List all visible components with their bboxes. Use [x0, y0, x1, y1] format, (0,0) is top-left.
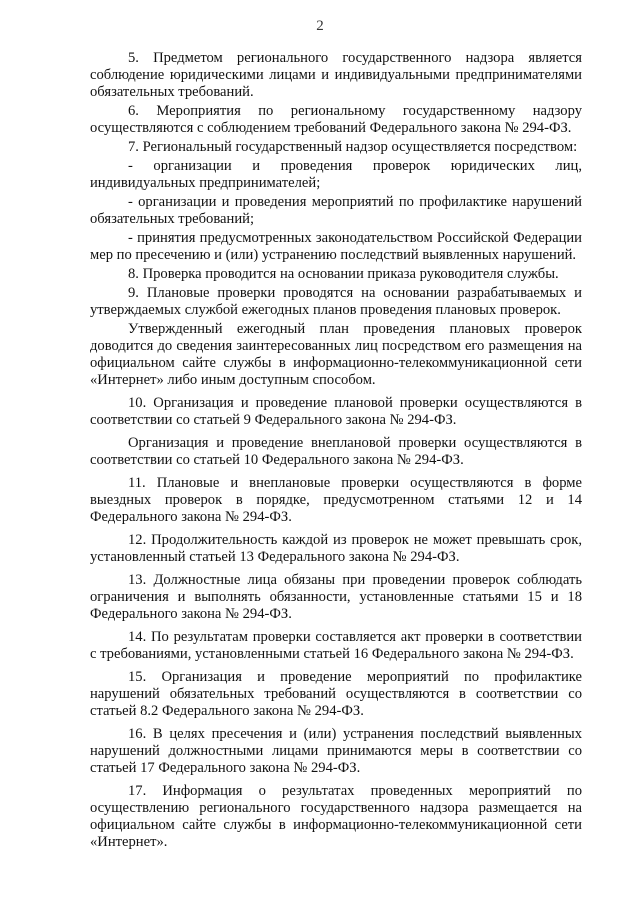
list-item-measures: - принятия предусмотренных законодательством Российской Федерации мер по пресечению и (или) устранению последствий выявленных нарушений. [90, 230, 582, 263]
paragraph-10: 10. Организация и проведение плановой проверки осуществляются в соответствии со статьей 9 Федерального закона № 294-ФЗ. [90, 395, 582, 428]
paragraph-6: 6. Мероприятия по региональному государственному надзору осуществляются с соблюдением требований Федерального закона № 294-ФЗ. [90, 103, 582, 136]
paragraph-5: 5. Предметом регионального государственного надзора является соблюдение юридическими лицами и индивидуальными предпринимателями обязательных требований. [90, 50, 582, 100]
document-body [90, 50, 582, 853]
paragraph-12: 12. Продолжительность каждой из проверок не может превышать срок, установленный статьей 13 Федерального закона № 294-ФЗ. [90, 532, 582, 565]
paragraph-14: 14. По результатам проверки составляется акт проверки в соответствии с требованиями, установленными статьей 16 Федерального закона № 294-ФЗ. [90, 629, 582, 662]
paragraph-11: 11. Плановые и внеплановые проверки осуществляются в форме выездных проверок в порядке, предусмотренном статьями 12 и 14 Федерального закона № 294-ФЗ. [90, 475, 582, 525]
paragraph-13: 13. Должностные лица обязаны при проведении проверок соблюдать ограничения и выполнять обязанности, установленные статьями 15 и 18 Федерального закона № 294-ФЗ. [90, 572, 582, 622]
paragraph-10-unplanned: Организация и проведение внеплановой проверки осуществляются в соответствии со статьей 10 Федерального закона № 294-ФЗ. [90, 435, 582, 468]
paragraph-9-plan: Утвержденный ежегодный план проведения плановых проверок доводится до сведения заинтересованных лиц посредством его размещения на официальном сайте службы в информационно-телекоммуникационной сети «Интернет» либо иным доступным способом. [90, 321, 582, 388]
paragraph-7: 7. Региональный государственный надзор осуществляется посредством: [128, 139, 578, 155]
paragraph-17: 17. Информация о результатах проведенных мероприятий по осуществлению регионального государственного надзора размещается на официальном сайте службы в информационно-телекоммуникационной сети «Интернет». [90, 783, 582, 850]
list-item-prevention: - организации и проведения мероприятий по профилактике нарушений обязательных требований; [90, 194, 582, 227]
paragraph-8: 8. Проверка проводится на основании приказа руководителя службы. [128, 266, 559, 282]
page-number: 2 [316, 18, 324, 34]
list-item-inspections: - организации и проведения проверок юридических лиц, индивидуальных предпринимателей; [90, 158, 582, 191]
paragraph-9: 9. Плановые проверки проводятся на основании разрабатываемых и утверждаемых службой ежегодных планов проведения плановых проверок. [90, 285, 582, 318]
paragraph-15: 15. Организация и проведение мероприятий по профилактике нарушений обязательных требований осуществляются в соответствии со статьей 8.2 Федерального закона № 294-ФЗ. [90, 669, 582, 719]
paragraph-16: 16. В целях пресечения и (или) устранения последствий выявленных нарушений должностными лицами принимаются меры в соответствии со статьей 17 Федерального закона № 294-ФЗ. [90, 726, 582, 776]
